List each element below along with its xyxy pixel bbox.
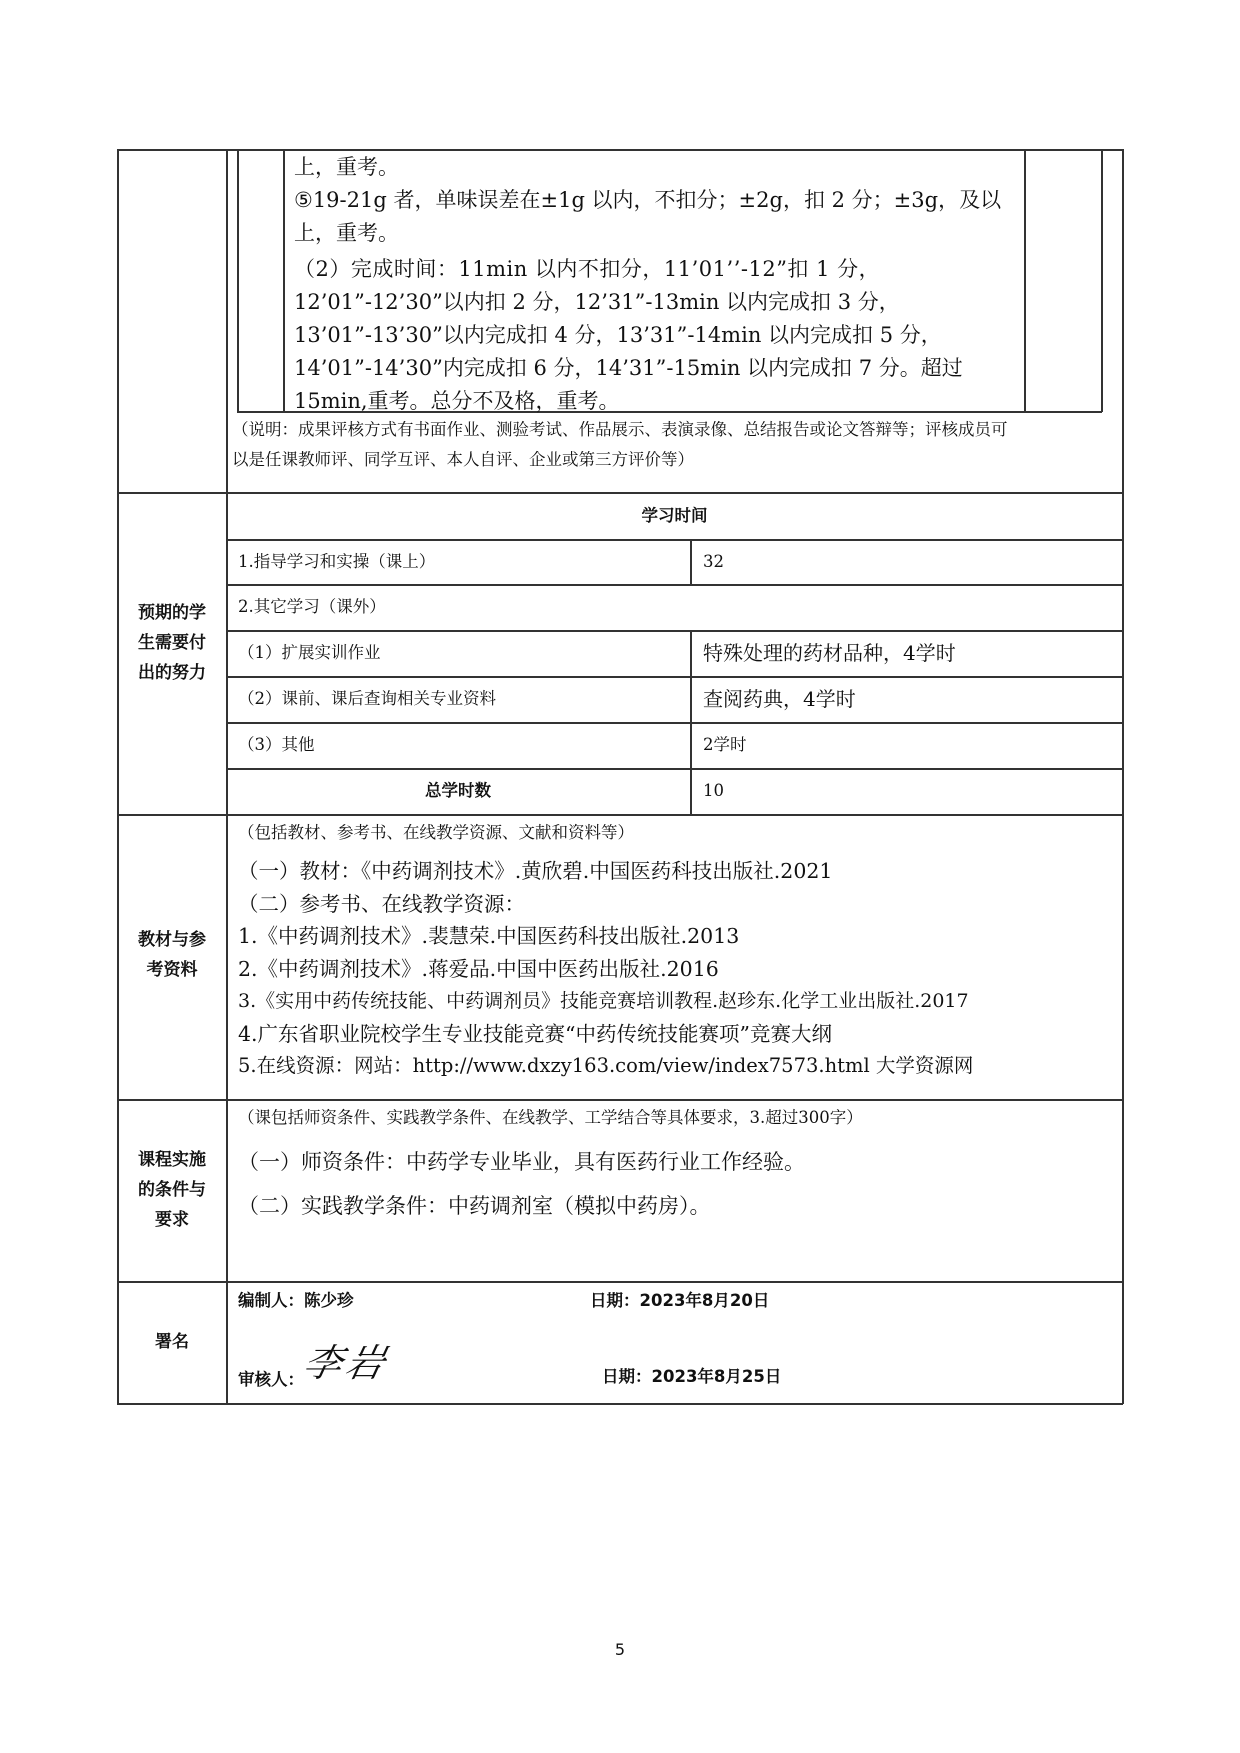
other-study-label: 2.其它学习（课外）	[238, 597, 386, 616]
guided-study-label: 1.指导学习和实操（课上）	[238, 552, 436, 571]
conditions-header-line: 要求	[155, 1210, 189, 1230]
research-label: （2）课前、课后查询相关专业资料	[238, 689, 496, 708]
materials-line: （一）教材：《中药调剂技术》.黄欣碧.中国医药科技出版社.2021	[238, 859, 833, 883]
page-number: 5	[614, 1640, 626, 1659]
conditions-note: （课包括师资条件、实践教学条件、在线教学、工学结合等具体要求，3.超过300字）	[238, 1108, 863, 1127]
conditions-line: （一）师资条件：中药学专业毕业，具有医药行业工作经验。	[238, 1150, 805, 1174]
assessment-line: 14’01”-14’30”内完成扣 6 分，14’31”-15min 以内完成扣 7 分。超过	[294, 356, 963, 380]
conditions-header-line: 课程实施	[138, 1150, 206, 1170]
note-line: 以是任课教师评、同学互评、本人自评、企业或第三方评价等）	[232, 450, 694, 469]
total-hours-label: 总学时数	[425, 781, 491, 800]
effort-header-line: 出的努力	[138, 663, 206, 683]
assessment-line: 15min,重考。总分不及格，重考。	[294, 389, 620, 413]
research-value: 查阅药典，4学时	[703, 687, 856, 711]
materials-header	[118, 925, 226, 985]
compile-date: 日期：2023年8月20日	[590, 1291, 770, 1310]
conditions-header-line: 的条件与	[138, 1180, 206, 1200]
other-label: （3）其他	[238, 735, 315, 754]
note-line: （说明：成果评核方式有书面作业、测验考试、作品展示、表演录像、总结报告或论文答辩等；评核成员可	[232, 420, 1008, 439]
assessment-line: 12’01”-12’30”以内扣 2 分，12’31”-13min 以内完成扣 3 分，	[294, 290, 900, 314]
assessment-line: ⑤19-21g 者，单味误差在±1g 以内，不扣分；±2g，扣 2 分；±3g，及以	[294, 188, 1002, 212]
materials-line: 4.广东省职业院校学生专业技能竞赛“中药传统技能赛项”竞赛大纲	[238, 1021, 833, 1046]
effort-header-line: 生需要付	[138, 633, 206, 653]
total-hours-value: 10	[703, 781, 724, 800]
materials-header-line: 考资料	[146, 960, 198, 980]
compiler-label: 编制人：陈少珍	[238, 1291, 354, 1310]
materials-header-line: 教材与参	[138, 930, 206, 950]
guided-study-value: 32	[703, 552, 724, 571]
assessment-line: 上，重考。	[294, 221, 399, 245]
materials-line: 3.《实用中药传统技能、中药调剂员》技能竞赛培训教程.赵珍东.化学工业出版社.2017	[238, 990, 969, 1012]
extended-training-label: （1）扩展实训作业	[238, 643, 381, 662]
materials-line: （二）参考书、在线教学资源：	[238, 891, 525, 916]
other-value: 2学时	[703, 735, 747, 754]
assessment-line: （2）完成时间：11min 以内不扣分，11’01’’-12”扣 1 分，	[294, 257, 881, 281]
materials-line: 5.在线资源：网站：http://www.dxzy163.com/view/index7573.html 大学资源网	[238, 1054, 974, 1077]
conditions-line: （二）实践教学条件：中药调剂室（模拟中药房）。	[238, 1194, 711, 1218]
assessment-line: 13’01”-13’30”以内完成扣 4 分，13’31”-14min 以内完成扣 5 分，	[294, 323, 942, 347]
materials-line: 2.《中药调剂技术》.蒋爱品.中国中医药出版社.2016	[238, 956, 719, 981]
materials-line: 1.《中药调剂技术》.裴慧荣.中国医药科技出版社.2013	[238, 924, 740, 948]
study-time-title: 学习时间	[641, 506, 708, 525]
conditions-header	[118, 1145, 226, 1235]
effort-header-line: 预期的学	[138, 603, 206, 623]
extended-training-value: 特殊处理的药材品种，4学时	[703, 641, 956, 665]
materials-note: （包括教材、参考书、在线教学资源、文献和资料等）	[238, 823, 634, 842]
effort-header	[118, 598, 226, 688]
reviewer-signature: 李岩	[299, 1341, 393, 1385]
signature-header: 署名	[155, 1332, 189, 1352]
reviewer-label: 审核人：	[238, 1370, 304, 1389]
assessment-line: 上，重考。	[294, 155, 399, 179]
review-date: 日期：2023年8月25日	[602, 1367, 782, 1386]
